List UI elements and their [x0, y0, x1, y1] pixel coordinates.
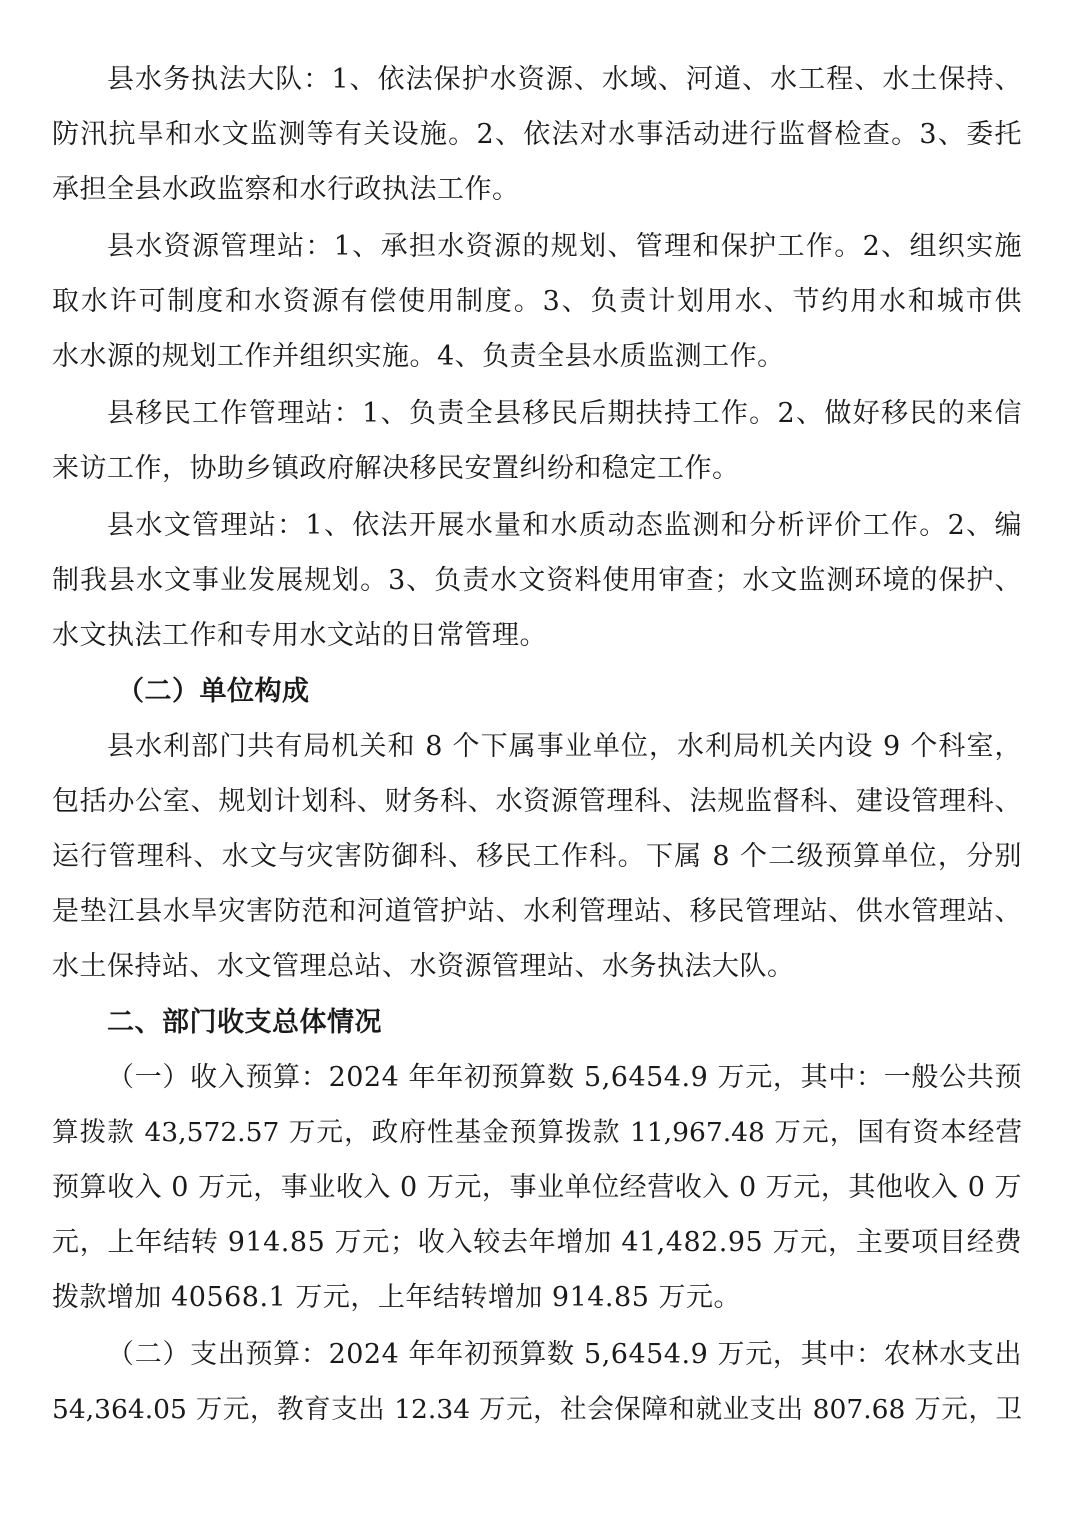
water-law-team-line-1: 县水务执法大队：1、依法保护水资源、水域、河道、水工程、水土保持、: [107, 64, 1022, 95]
hydrology-station-line-3: 水文执法工作和专用水文站的日常管理。: [52, 620, 547, 651]
units-line-5: 水土保持站、水文管理总站、水资源管理站、水务执法大队。: [52, 951, 795, 982]
units-line-4: 是垫江县水旱灾害防范和河道管护站、水利管理站、移民管理站、供水管理站、: [52, 896, 1022, 927]
water-resource-station-line-1: 县水资源管理站：1、承担水资源的规划、管理和保护工作。2、组织实施: [107, 231, 1022, 262]
water-law-team-line-3: 承担全县水政监察和水行政执法工作。: [52, 174, 520, 205]
section-2-heading: 二、部门收支总体情况: [107, 1007, 382, 1038]
hydrology-station-line-2: 制我县水文事业发展规划。3、负责水文资料使用审查；水文监测环境的保护、: [52, 565, 1022, 596]
units-line-2: 包括办公室、规划计划科、财务科、水资源管理科、法规监督科、建设管理科、: [52, 786, 1022, 817]
units-line-1: 县水利部门共有局机关和 8 个下属事业单位，水利局机关内设 9 个科室，: [107, 731, 1022, 762]
expense-line-1: （二）支出预算：2024 年年初预算数 5,6454.9 万元，其中：农林水支出: [107, 1339, 1022, 1370]
units-subheading: （二）单位构成: [117, 676, 310, 707]
water-resource-station-line-2: 取水许可制度和水资源有偿使用制度。3、负责计划用水、节约用水和城市供: [52, 286, 1022, 317]
water-law-team-line-2: 防汛抗旱和水文监测等有关设施。2、依法对水事活动进行监督检查。3、委托: [52, 119, 1022, 150]
expense-line-2: 54,364.05 万元，教育支出 12.34 万元，社会保障和就业支出 807.68 万元，卫: [52, 1394, 1022, 1425]
income-line-2: 算拨款 43,572.57 万元，政府性基金预算拨款 11,967.48 万元，国有资本经营: [52, 1117, 1022, 1148]
hydrology-station-line-1: 县水文管理站：1、依法开展水量和水质动态监测和分析评价工作。2、编: [107, 510, 1022, 541]
income-line-5: 拨款增加 40568.1 万元，上年结转增加 914.85 万元。: [52, 1282, 741, 1313]
income-line-1: （一）收入预算：2024 年年初预算数 5,6454.9 万元，其中：一般公共预: [107, 1062, 1022, 1093]
resettlement-station-line-1: 县移民工作管理站：1、负责全县移民后期扶持工作。2、做好移民的来信: [107, 398, 1022, 429]
income-line-4: 元，上年结转 914.85 万元；收入较去年增加 41,482.95 万元，主要项目经费: [52, 1227, 1022, 1258]
units-line-3: 运行管理科、水文与灾害防御科、移民工作科。下属 8 个二级预算单位，分别: [52, 841, 1022, 872]
income-line-3: 预算收入 0 万元，事业收入 0 万元，事业单位经营收入 0 万元，其他收入 0 万: [52, 1172, 1022, 1203]
water-resource-station-line-3: 水水源的规划工作并组织实施。4、负责全县水质监测工作。: [52, 341, 785, 372]
resettlement-station-line-2: 来访工作，协助乡镇政府解决移民安置纠纷和稳定工作。: [52, 453, 740, 484]
